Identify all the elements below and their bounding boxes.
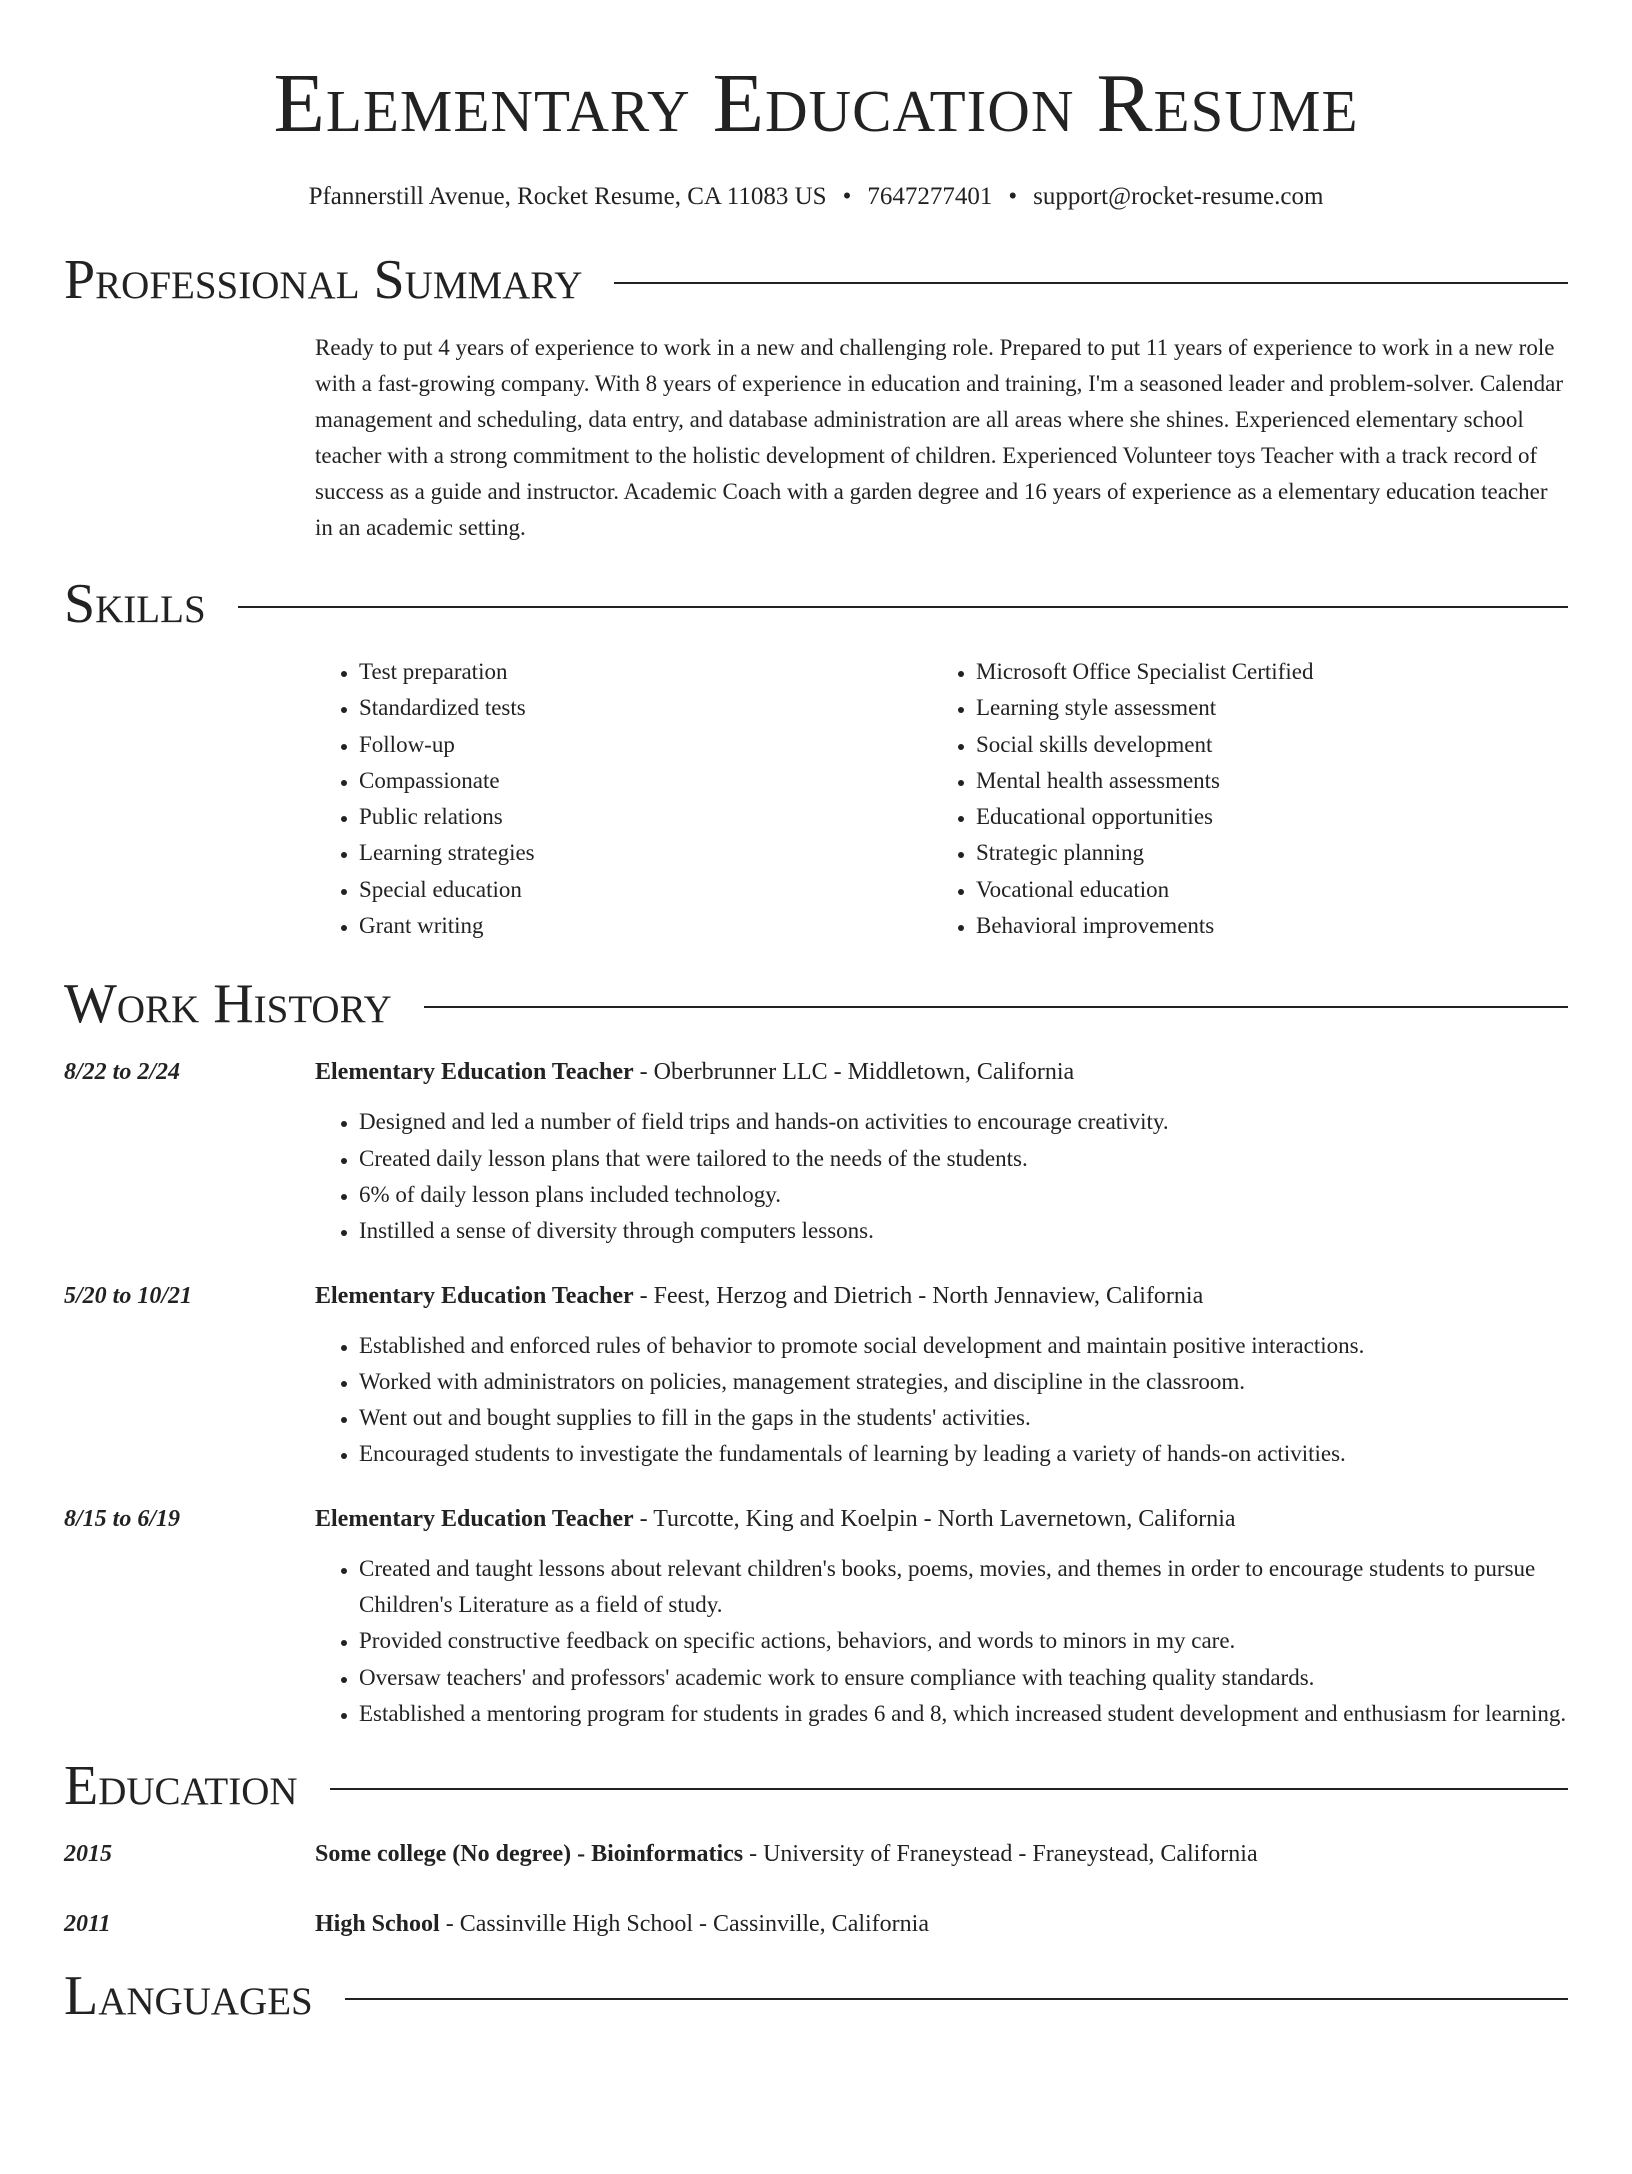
job-heading bbox=[315, 1054, 1074, 1090]
job-entry bbox=[64, 1278, 1568, 1473]
skill-item: • Strategic planning bbox=[976, 835, 1313, 871]
skill-item: • Behavioral improvements bbox=[976, 908, 1313, 944]
education-year: 2011 bbox=[64, 1911, 111, 1938]
job-dates: 5/20 to 10/21 bbox=[64, 1282, 193, 1309]
education-heading-line bbox=[315, 1836, 1258, 1872]
job-bullets bbox=[315, 1104, 1568, 1249]
job-bullet: • 6% of daily lesson plans included technology. bbox=[359, 1177, 1568, 1213]
summary-section-header bbox=[64, 249, 1568, 311]
contact-separator: • bbox=[842, 183, 852, 210]
job-bullet: • Designed and led a number of field trips and hands-on activities to encourage creativity. bbox=[359, 1104, 1568, 1140]
skill-item: • Compassionate bbox=[359, 763, 932, 799]
education-details: - University of Franeystead - Franeystead, California bbox=[743, 1841, 1258, 1868]
skill-item: • Standardized tests bbox=[359, 690, 932, 726]
job-header bbox=[64, 1501, 1568, 1537]
job-entry bbox=[64, 1054, 1568, 1249]
skill-item: • Test preparation bbox=[359, 654, 932, 690]
languages-section-header bbox=[64, 1965, 1568, 2028]
job-bullet: • Established a mentoring program for students in grades 6 and 8, which increased student development and enthusiasm for learning. bbox=[359, 1696, 1568, 1732]
job-bullets bbox=[315, 1551, 1568, 1732]
skill-item: • Microsoft Office Specialist Certified bbox=[976, 654, 1313, 690]
job-bullet: • Worked with administrators on policies, management strategies, and discipline in the classroom. bbox=[359, 1364, 1568, 1400]
summary-text: Ready to put 4 years of experience to work in a new and challenging role. Prepared to put 11 years of experience to work in a new role with a fast-growing company. With 8 years of experience in education and training, I'm a seasoned leader and problem-solver. Calendar management and scheduling, data entry, and database administration are all areas where she shines. Experienced elementary school teacher with a strong commitment to the holistic development of children. Experienced Volunteer toys Teacher with a track record of success as a guide and instructor. Academic Coach with a garden degree and 16 years of experience as a elementary education teacher in an academic setting. bbox=[315, 335, 1563, 540]
skill-item: • Learning strategies bbox=[359, 835, 932, 871]
contact-address: Pfannerstill Avenue, Rocket Resume, CA 11083 US bbox=[308, 183, 827, 210]
languages-heading: Languages bbox=[64, 1965, 313, 2028]
skills-section-header bbox=[64, 573, 1568, 635]
job-details: - Turcotte, King and Koelpin - North Lavernetown, California bbox=[633, 1505, 1236, 1532]
job-header bbox=[64, 1278, 1568, 1314]
job-entry bbox=[64, 1501, 1568, 1732]
contact-email: support@rocket-resume.com bbox=[1033, 183, 1324, 210]
skill-item: • Follow-up bbox=[359, 727, 932, 763]
job-bullet: • Encouraged students to investigate the fundamentals of learning by leading a variety of hands-on activities. bbox=[359, 1436, 1568, 1472]
section-divider bbox=[330, 1788, 1568, 1790]
skill-item: • Public relations bbox=[359, 799, 932, 835]
education-entry bbox=[64, 1906, 1568, 1942]
contact-phone: 7647277401 bbox=[867, 183, 993, 210]
education-heading-line bbox=[315, 1906, 929, 1942]
job-bullet: • Instilled a sense of diversity through computers lessons. bbox=[359, 1213, 1568, 1249]
job-bullet: • Established and enforced rules of behavior to promote social development and maintain positive interactions. bbox=[359, 1328, 1568, 1364]
section-divider bbox=[345, 1998, 1568, 2000]
education-section-header bbox=[64, 1755, 1568, 1818]
skills-grid bbox=[315, 654, 1568, 944]
skills-list-right bbox=[932, 654, 1313, 944]
job-title: Elementary Education Teacher bbox=[315, 1505, 634, 1532]
job-bullet: • Created daily lesson plans that were tailored to the needs of the students. bbox=[359, 1141, 1568, 1177]
contact-separator: • bbox=[1008, 183, 1018, 210]
education-heading: Education bbox=[64, 1755, 298, 1818]
job-bullets bbox=[315, 1328, 1568, 1473]
skills-heading: Skills bbox=[64, 573, 206, 635]
section-divider bbox=[614, 282, 1568, 284]
education-degree: High School bbox=[315, 1911, 440, 1938]
job-heading bbox=[315, 1278, 1203, 1314]
education-entry bbox=[64, 1836, 1568, 1872]
resume-title: Elementary Education Resume bbox=[273, 57, 1359, 150]
job-title: Elementary Education Teacher bbox=[315, 1282, 634, 1309]
skill-item: • Grant writing bbox=[359, 908, 932, 944]
job-header bbox=[64, 1054, 1568, 1090]
skill-item: • Special education bbox=[359, 872, 932, 908]
job-dates: 8/22 to 2/24 bbox=[64, 1059, 181, 1086]
education-degree: Some college (No degree) - Bioinformatics bbox=[315, 1841, 744, 1868]
job-dates: 8/15 to 6/19 bbox=[64, 1505, 181, 1532]
contact-line bbox=[64, 182, 1568, 212]
skill-item: • Social skills development bbox=[976, 727, 1313, 763]
skill-item: • Learning style assessment bbox=[976, 690, 1313, 726]
work-section-header bbox=[64, 973, 1568, 1036]
job-bullet: • Oversaw teachers' and professors' academic work to ensure compliance with teaching quality standards. bbox=[359, 1660, 1568, 1696]
skill-item: • Educational opportunities bbox=[976, 799, 1313, 835]
job-details: - Feest, Herzog and Dietrich - North Jennaview, California bbox=[633, 1282, 1204, 1309]
education-year: 2015 bbox=[64, 1841, 112, 1868]
job-heading bbox=[315, 1501, 1236, 1537]
job-bullet: • Created and taught lessons about relevant children's books, poems, movies, and themes in order to encourage students to pursue Children's Literature as a field of study. bbox=[359, 1551, 1568, 1624]
section-divider bbox=[238, 606, 1568, 608]
resume-page bbox=[0, 57, 1632, 2174]
skills-list-left bbox=[315, 654, 932, 944]
skill-item: • Vocational education bbox=[976, 872, 1313, 908]
section-divider bbox=[424, 1006, 1568, 1008]
work-heading: Work History bbox=[64, 973, 392, 1036]
education-details: - Cassinville High School - Cassinville, California bbox=[439, 1911, 929, 1938]
skill-item: • Mental health assessments bbox=[976, 763, 1313, 799]
job-bullet: • Went out and bought supplies to fill in the gaps in the students' activities. bbox=[359, 1400, 1568, 1436]
job-bullet: • Provided constructive feedback on specific actions, behaviors, and words to minors in my care. bbox=[359, 1623, 1568, 1659]
summary-heading: Professional Summary bbox=[64, 249, 583, 311]
job-title: Elementary Education Teacher bbox=[315, 1059, 634, 1086]
job-details: - Oberbrunner LLC - Middletown, California bbox=[633, 1059, 1075, 1086]
